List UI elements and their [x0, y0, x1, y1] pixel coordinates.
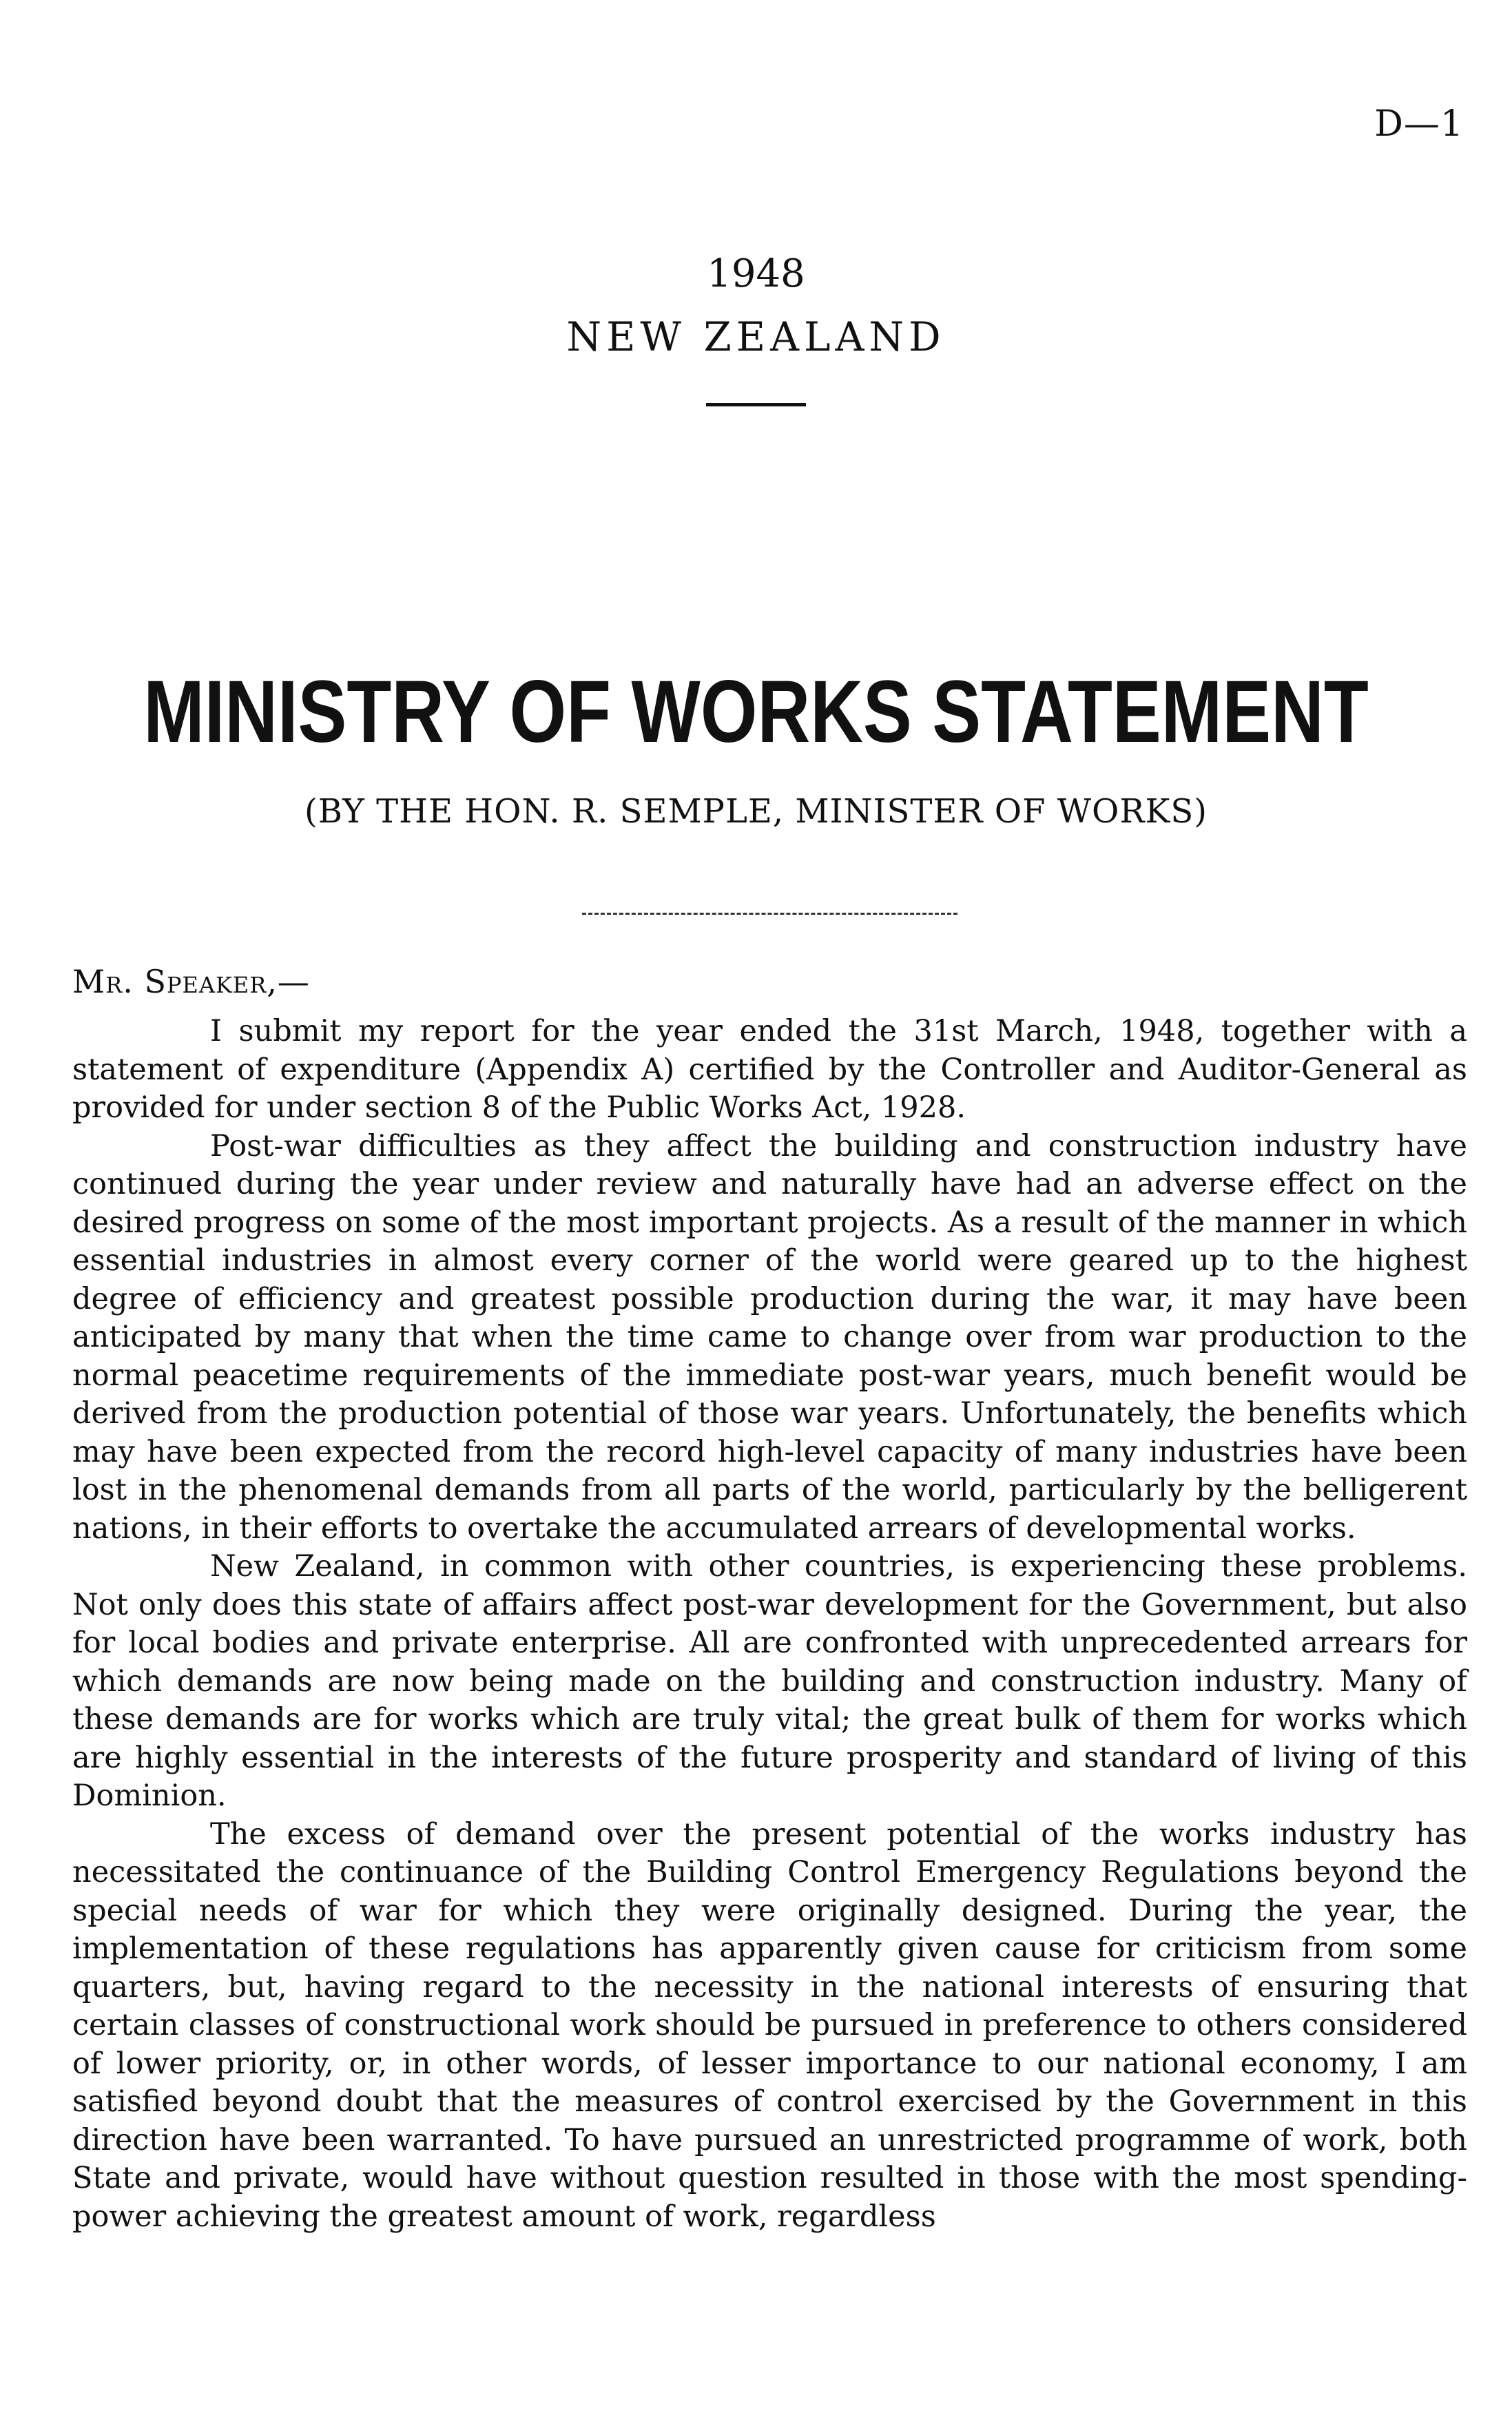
paragraph: Post-war difficulties as they affect the building and construction industry have continued during the year under review and naturally have had an adverse effect on the desired progress on some of the most important projects. As a result of the manner in which essential industries in almost every corner of the world were geared up to the highest degree of efficiency and greatest possible production during the war, it may have been anticipated by many that when the time came to change over from war production to the normal peacetime requirements of the immediate post-war years, much benefit would be derived from the production potential of those war years. Unfortunately, the benefits which may have been expected from the record high-level capacity of many industries have been lost in the phenomenal demands from all parts of the world, particularly by the belligerent nations, in their efforts to overtake the accumulated arrears of developmental works.: [72, 1128, 1467, 1546]
header-rule: [706, 403, 806, 406]
paragraph: New Zealand, in common with other countries, is experiencing these problems. Not only does this state of affairs affect post-war development for the Government, but also for local bodies and private enterprise. All are confronted with unprecedented arrears for which demands are now being made on the building and construction industry. Many of these demands are for works which are truly vital; the great bulk of them for works which are highly essential in the interests of the future prosperity and standard of living of this Dominion.: [72, 1549, 1467, 1813]
country-heading: NEW ZEALAND: [566, 313, 946, 360]
paragraph: The excess of demand over the present potential of the works industry has necessitated the continuance of the Building Control Emergency Regulations beyond the special needs of war for which they were originally designed. During the year, the implementation of these regulations has apparently given cause for criticism from some quarters, but, having regard to the necessity in the national interests of ensuring that certain classes of constructional work should be pursued in preference to others considered of lower priority, or, in other words, of lesser importance to our national economy, I am satisfied beyond doubt that the measures of control exercised by the Government in this direction have been warranted. To have pursued an unrestricted programme of work, both State and private, would have without question resulted in those with the most spending-power achieving the greatest amount of work, regardless: [72, 1816, 1467, 2234]
salutation: Mr. Speaker,—: [72, 963, 310, 1000]
document-title: MINISTRY OF WORKS STATEMENT: [143, 663, 1369, 761]
document-byline: (BY THE HON. R. SEMPLE, MINISTER OF WORKS): [304, 792, 1208, 831]
document-year: 1948: [707, 251, 805, 296]
section-divider: [582, 913, 957, 915]
page-reference: D—1: [1374, 103, 1464, 145]
paragraph: I submit my report for the year ended the 31st March, 1948, together with a statement of expenditure (Appendix A) certified by the Controller and Auditor-General as provided for under section 8 of the Public Works Act, 1928.: [72, 1014, 1467, 1125]
body-text: [72, 1013, 1467, 2236]
